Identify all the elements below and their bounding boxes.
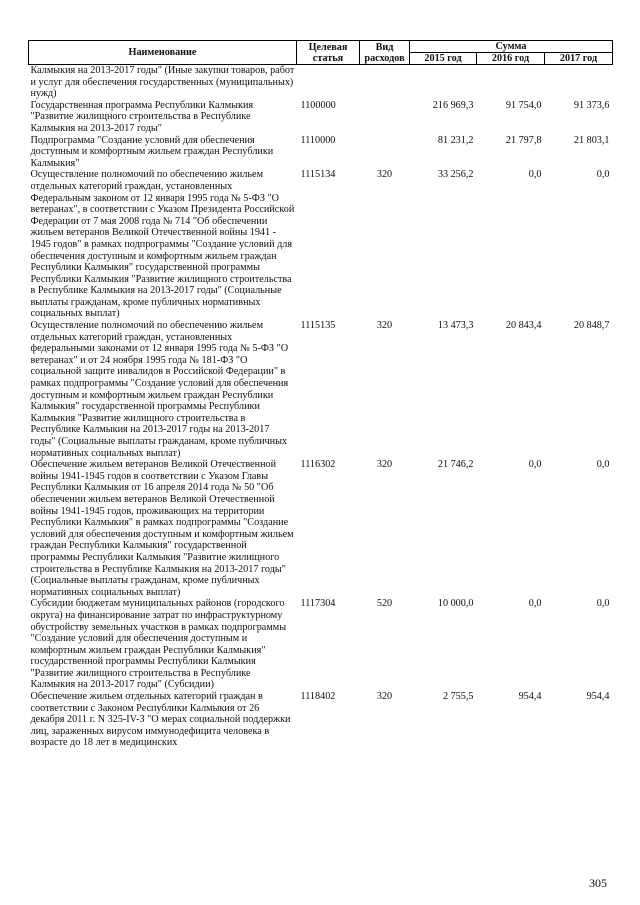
row-value-2017: 91 373,6 <box>573 99 610 111</box>
table-body <box>29 65 613 750</box>
row-value-2017: 21 803,1 <box>573 134 610 146</box>
row-value-2016: 0,0 <box>528 598 542 610</box>
row-value-2015: 10 000,0 <box>437 598 474 610</box>
table-row <box>29 65 613 100</box>
row-value-2017: 0,0 <box>596 598 610 610</box>
row-value-2015: 21 746,2 <box>437 459 474 471</box>
header-year-2016: 2016 год <box>477 53 545 65</box>
row-code: 1115134 <box>300 169 336 181</box>
row-value-2015: 13 473,3 <box>437 320 474 332</box>
table-row <box>29 169 613 320</box>
header-name: Наименование <box>29 41 297 65</box>
table-row <box>29 320 613 459</box>
table-row <box>29 459 613 598</box>
page-number: 305 <box>589 876 607 890</box>
row-name: Государственная программа Республики Калмыкия "Развитие жилищного строительства в Республике Калмыкия на 2013-2017 годы" <box>30 99 254 134</box>
header-year-2017: 2017 год <box>545 53 613 65</box>
row-value-2017: 20 848,7 <box>573 320 610 332</box>
row-value-2015: 33 256,2 <box>437 169 474 181</box>
row-name: Обеспечение жильем ветеранов Великой Отечественной войны 1941-1945 годов в соответствии с Указом Главы Республики Калмыкия от 16 апреля 2014 года № 50 "Об обеспечении жильем ветеранов Великой Отечественной войны 1941-1945 годов, проживающих на территории Республики Калмыкия" в рамках подпрограммы "Создание условий для обеспечения доступным и комфортным жильем граждан Республики Калмыкия" государственной программы Республики Калмыкия "Развитие жилищного строительства в Республике Калмыкия на 2013-2017 годы" (Социальные выплаты гражданам, кроме публичных нормативных социальных выплат) <box>30 459 294 598</box>
row-value-2017: 954,4 <box>586 691 610 703</box>
row-name: Калмыкия на 2013-2017 годы" (Иные закупки товаров, работ и услуг для обеспечения государственных (муниципальных) нужд) <box>30 65 295 100</box>
row-name: Осуществление полномочий по обеспечению жильем отдельных категорий граждан, установленных Федеральным законом от 12 января 1995 года № 5-ФЗ "О ветеранах", в соответствии с Указом Президента Российской Федерации от 7 мая 2008 года № 714 "Об обеспечении жильем ветеранов Великой Отечественной войны 1941 - 1945 годов" в рамках подпрограммы "Создание условий для обеспечения доступным и комфортным жильем граждан Республики Калмыкия" государственной программы Республики Калмыкия "Развитие жилищного строительства в Республике Калмыкия на 2013-2017 годы" (Социальные выплаты гражданам, кроме публичных нормативных социальных выплат) <box>30 169 295 320</box>
header-code: Целевая статья <box>297 41 360 65</box>
row-value-2017: 0,0 <box>596 169 610 181</box>
row-value-2016: 0,0 <box>528 169 542 181</box>
row-name: Осуществление полномочий по обеспечению жильем отдельных категорий граждан, установленных федеральными законами от 12 января 1995 года № 5-ФЗ "О ветеранах" и от 24 ноября 1995 года № 181-ФЗ "О социальной защите инвалидов в Российской Федерации" в рамках подпрограммы "Создание условий для обеспечения доступным и комфортным жильем граждан Республики Калмыкия" государственной программы Республики Калмыкия "Развитие жилищного строительства в Республике Калмыкия на 2013-2017 годы на 2013-2017 годы" (Социальные выплаты гражданам, кроме публичных нормативных социальных выплат) <box>30 320 289 459</box>
row-type: 320 <box>376 320 393 332</box>
row-type: 520 <box>376 598 393 610</box>
row-value-2016: 91 754,0 <box>505 99 542 111</box>
row-value-2017 <box>545 65 613 100</box>
row-value-2016: 20 843,4 <box>505 320 542 332</box>
row-code: 1116302 <box>300 459 336 471</box>
row-value-2015: 2 755,5 <box>442 691 474 703</box>
row-value-2016: 954,4 <box>518 691 542 703</box>
table-row <box>29 598 613 691</box>
row-value-2016: 21 797,8 <box>505 134 542 146</box>
header-sum: Сумма <box>410 41 613 53</box>
table-row <box>29 691 613 749</box>
row-name: Субсидии бюджетам муниципальных районов (городского округа) на финансирование затрат по инфраструктурному обустройству земельных участков в рамках подпрограммы "Создание условий для обеспечения доступным и комфортным жильем граждан Республики Калмыкия" государственной программы Республики Калмыкия "Развитие жилищного строительства в Республике Калмыкия на 2013-2017 годы" (Субсидии) <box>30 598 287 691</box>
row-type: 320 <box>376 459 393 471</box>
row-value-2015: 216 969,3 <box>432 99 474 111</box>
row-code: 1117304 <box>300 598 336 610</box>
row-value-2015: 81 231,2 <box>437 134 474 146</box>
header-year-2015: 2015 год <box>410 53 477 65</box>
header-type: Вид расходов <box>360 41 410 65</box>
row-type: 320 <box>376 169 393 181</box>
row-code: 1118402 <box>300 691 336 703</box>
row-value-2016: 0,0 <box>528 459 542 471</box>
row-code: 1100000 <box>300 99 336 111</box>
row-type <box>360 65 410 100</box>
row-name: Обеспечение жильем отдельных категорий граждан в соответствии с Законом Республики Калмыкия от 26 декабря 2011 г. N 325-IV-З "О мерах социальной поддержки лиц, зараженных вирусом иммунодефицита человека в возрасте до 18 лет в медицинских <box>30 691 291 749</box>
row-type <box>360 135 410 170</box>
table-header <box>29 41 613 65</box>
row-code <box>297 65 360 100</box>
row-name: Подпрограмма "Создание условий для обеспечения доступным и комфортным жильем граждан Республики Калмыкия" <box>30 134 274 169</box>
row-type <box>360 100 410 135</box>
row-type: 320 <box>376 691 393 703</box>
row-code: 1110000 <box>300 134 336 146</box>
row-value-2017: 0,0 <box>596 459 610 471</box>
table-row <box>29 135 613 170</box>
table-row <box>29 100 613 135</box>
budget-table <box>28 40 613 749</box>
row-value-2015 <box>410 65 477 100</box>
row-value-2016 <box>477 65 545 100</box>
row-code: 1115135 <box>300 320 336 332</box>
